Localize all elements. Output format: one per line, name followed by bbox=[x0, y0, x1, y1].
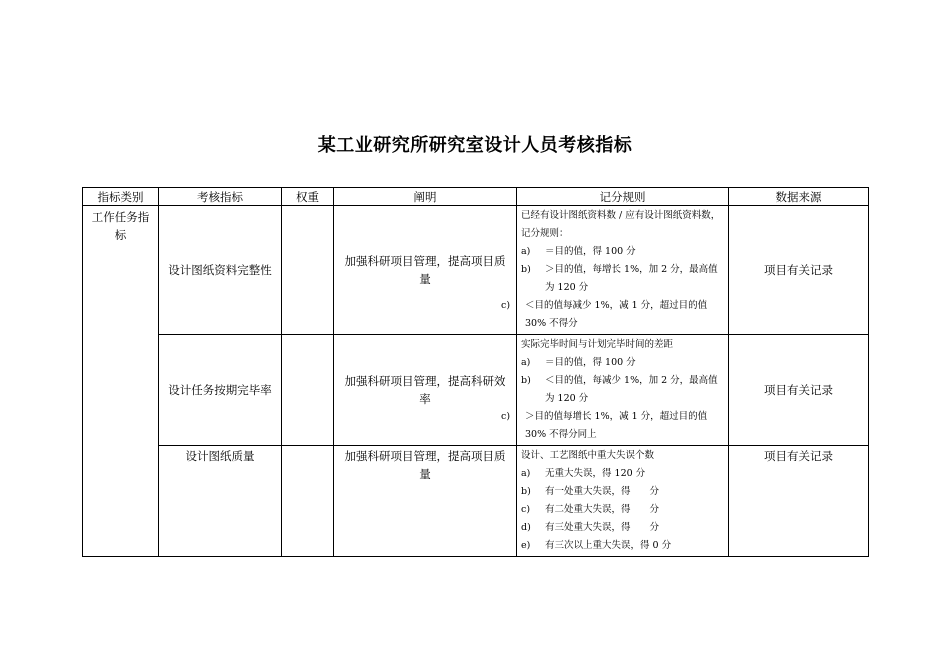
header-category: 指标类别 bbox=[83, 188, 159, 206]
source-cell: 项目有关记录 bbox=[729, 335, 869, 446]
rule-item: a) 无重大失误，得 120 分 bbox=[521, 468, 646, 479]
scoring-rules-cell bbox=[517, 446, 729, 557]
rule-item: c) ＞目的值每增长 1%，减 1 分，超过目的值 30% 不得分同上 bbox=[501, 411, 708, 440]
weight-cell bbox=[282, 446, 334, 557]
table-row bbox=[83, 446, 869, 557]
indicator-cell: 设计任务按期完毕率 bbox=[159, 335, 282, 446]
rule-item: b) ＞目的值，每增长 1%，加 2 分，最高值为 120 分 bbox=[521, 264, 718, 293]
weight-cell bbox=[282, 206, 334, 335]
rule-item: b) 有一处重大失误，得 分 bbox=[521, 486, 660, 497]
scoring-rules-cell bbox=[501, 206, 729, 335]
source-cell: 项目有关记录 bbox=[729, 206, 869, 335]
weight-cell bbox=[282, 335, 334, 446]
description-cell: 加强科研项目管理，提高项目质量 bbox=[334, 446, 517, 557]
header-data-source: 数据来源 bbox=[729, 188, 869, 206]
indicator-cell: 设计图纸质量 bbox=[159, 446, 282, 557]
category-cell bbox=[83, 206, 159, 557]
assessment-table bbox=[82, 187, 869, 557]
rule-item: e) 有三次以上重大失误，得 0 分 bbox=[521, 540, 672, 551]
rules-intro: 已经有设计图纸资料数 / 应有设计图纸资料数，记分规则： bbox=[521, 210, 721, 239]
rule-item: a) ＝目的值，得 100 分 bbox=[521, 246, 636, 257]
rule-item: c) 有二处重大失误，得 分 bbox=[521, 504, 660, 515]
rules-intro: 设计、工艺图纸中重大失误个数 bbox=[521, 450, 655, 461]
description-cell: 加强科研项目管理，提高科研效率 bbox=[334, 335, 517, 446]
indicator-cell: 设计图纸资料完整性 bbox=[159, 206, 282, 335]
source-cell: 项目有关记录 bbox=[729, 446, 869, 557]
header-indicator: 考核指标 bbox=[159, 188, 282, 206]
table-row bbox=[83, 206, 869, 335]
page-title: 某工业研究所研究室设计人员考核指标 bbox=[317, 135, 633, 156]
header-description: 阐明 bbox=[334, 188, 517, 206]
category-label: 工作任务指标 bbox=[91, 210, 150, 242]
rule-item: c) ＜目的值每减少 1%，减 1 分，超过目的值 30% 不得分 bbox=[501, 300, 708, 329]
rule-item: d) 有三处重大失误，得 分 bbox=[521, 522, 660, 533]
rule-item: a) ＝目的值，得 100 分 bbox=[521, 357, 636, 368]
table-header-row bbox=[83, 188, 869, 206]
description-cell: 加强科研项目管理，提高项目质量 bbox=[334, 206, 517, 335]
scoring-rules-cell bbox=[501, 335, 729, 446]
header-weight: 权重 bbox=[282, 188, 334, 206]
rule-item: b) ＜目的值，每减少 1%，加 2 分，最高值为 120 分 bbox=[521, 375, 718, 404]
header-scoring-rules: 记分规则 bbox=[517, 188, 729, 206]
table-row bbox=[83, 335, 869, 446]
rules-intro: 实际完毕时间与计划完毕时间的差距 bbox=[521, 339, 674, 350]
